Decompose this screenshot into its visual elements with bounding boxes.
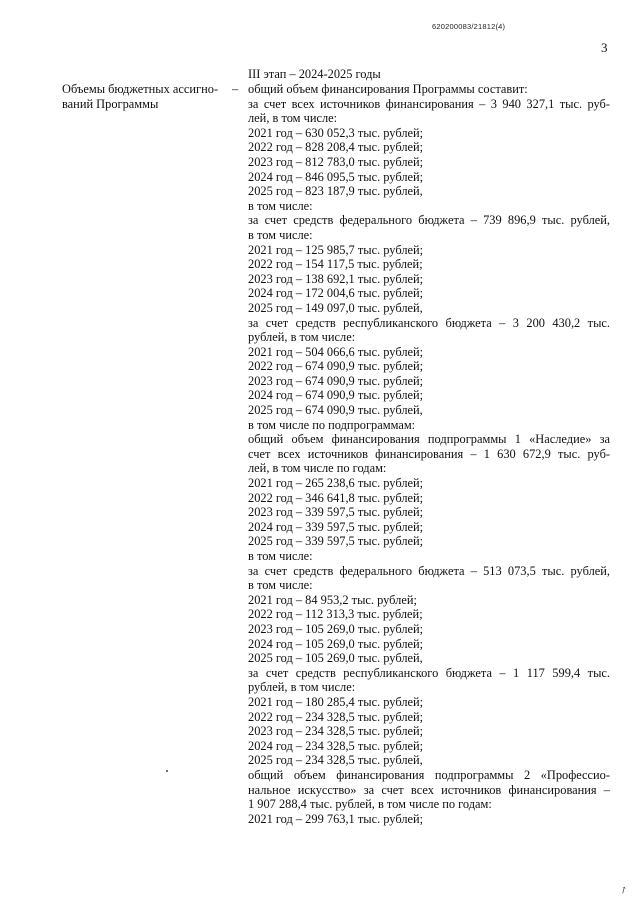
text-line: 2025 год – 234 328,5 тыс. рублей, xyxy=(248,753,423,768)
text-line: 2024 год – 105 269,0 тыс. рублей; xyxy=(248,636,424,651)
label-dash-separator: – xyxy=(232,82,239,96)
text-line: 2025 год – 149 097,0 тыс. рублей, xyxy=(248,300,423,315)
text-line: лей, в том числе: xyxy=(248,111,338,126)
text-line: в том числе: xyxy=(248,578,313,593)
text-line: 2023 год – 674 090,9 тыс. рублей; xyxy=(248,373,424,388)
margin-pen-mark: ↗ xyxy=(617,883,630,897)
text-line: в том числе: xyxy=(248,227,313,242)
text-line: рублей, в том числе: xyxy=(248,330,356,345)
text-line: 2024 год – 674 090,9 тыс. рублей; xyxy=(248,388,424,403)
text-line: за счет средств республиканского бюджета – 1 117 599,4 тыс. xyxy=(248,665,610,680)
text-line: 2021 год – 630 052,3 тыс. рублей; xyxy=(248,125,424,140)
text-line: 2022 год – 828 208,4 тыс. рублей; xyxy=(248,140,424,155)
text-line: 2024 год – 172 004,6 тыс. рублей; xyxy=(248,286,424,301)
text-line: 2024 год – 339 597,5 тыс. рублей; xyxy=(248,519,424,534)
text-line: счет всех источников финансирования – 1 630 672,9 тыс. руб- xyxy=(248,446,610,461)
text-line: общий объем финансирования подпрограммы 1 «Наследие» за xyxy=(248,432,610,447)
text-line: за счет средств федерального бюджета – 739 896,9 тыс. рублей, xyxy=(248,213,610,228)
text-line: 2023 год – 339 597,5 тыс. рублей; xyxy=(248,505,424,520)
text-line: лей, в том числе по годам: xyxy=(248,461,387,476)
page-number: 3 xyxy=(601,40,608,55)
text-line: 2022 год – 234 328,5 тыс. рублей; xyxy=(248,709,424,724)
text-line: 2023 год – 105 269,0 тыс. рублей; xyxy=(248,621,424,636)
text-line: рублей, в том числе: xyxy=(248,680,356,695)
text-line: за счет средств республиканского бюджета – 3 200 430,2 тыс. xyxy=(248,315,610,330)
text-line: 2022 год – 154 117,5 тыс. рублей; xyxy=(248,257,423,272)
text-line: в том числе по подпрограммам: xyxy=(248,417,416,432)
text-line: общий объем финансирования Программы составит: xyxy=(248,82,528,96)
text-line: за счет всех источников финансирования – 3 940 327,1 тыс. руб- xyxy=(248,96,610,111)
text-line: 2022 год – 346 641,8 тыс. рублей; xyxy=(248,490,424,505)
budget-allocations-label: Объемы бюджетных ассигно-ваний Программы xyxy=(62,82,219,111)
text-line: 2025 год – 105 269,0 тыс. рублей, xyxy=(248,651,423,666)
text-line: в том числе: xyxy=(248,198,313,213)
text-line: 2021 год – 299 763,1 тыс. рублей; xyxy=(248,811,424,826)
text-line: 2024 год – 846 095,5 тыс. рублей; xyxy=(248,169,424,184)
text-line: 2023 год – 234 328,5 тыс. рублей; xyxy=(248,724,424,739)
scan-speck xyxy=(166,770,168,772)
text-line: 2021 год – 84 953,2 тыс. рублей; xyxy=(248,592,417,607)
text-line: 2025 год – 674 090,9 тыс. рублей, xyxy=(248,403,423,418)
text-line: 2023 год – 138 692,1 тыс. рублей; xyxy=(248,271,424,286)
text-line: 2021 год – 180 285,4 тыс. рублей; xyxy=(248,694,424,709)
text-line: за счет средств федерального бюджета – 513 073,5 тыс. рублей, xyxy=(248,563,610,578)
text-line: 2025 год – 823 187,9 тыс. рублей, xyxy=(248,184,423,199)
text-line: общий объем финансирования подпрограммы 2 «Профессио- xyxy=(248,767,610,782)
text-line: 2023 год – 812 783,0 тыс. рублей; xyxy=(248,154,424,169)
stage-heading: III этап – 2024-2025 годы xyxy=(248,67,381,81)
text-line: в том числе: xyxy=(248,549,313,563)
financing-text-block xyxy=(248,82,610,826)
document-code: 620200083/21812(4) xyxy=(432,22,506,31)
text-line: 2021 год – 125 985,7 тыс. рублей; xyxy=(248,242,424,257)
text-line: нальное искусство» за счет всех источников финансирования – xyxy=(248,782,610,797)
text-line: 2021 год – 504 066,6 тыс. рублей; xyxy=(248,344,424,359)
text-line: 2022 год – 674 090,9 тыс. рублей; xyxy=(248,359,424,374)
text-line: 2022 год – 112 313,3 тыс. рублей; xyxy=(248,607,423,622)
text-line: 2024 год – 234 328,5 тыс. рублей; xyxy=(248,738,424,753)
text-line: 2025 год – 339 597,5 тыс. рублей; xyxy=(248,534,424,549)
text-line: 1 907 288,4 тыс. рублей, в том числе по годам: xyxy=(248,797,492,812)
text-line: 2021 год – 265 238,6 тыс. рублей; xyxy=(248,476,424,491)
